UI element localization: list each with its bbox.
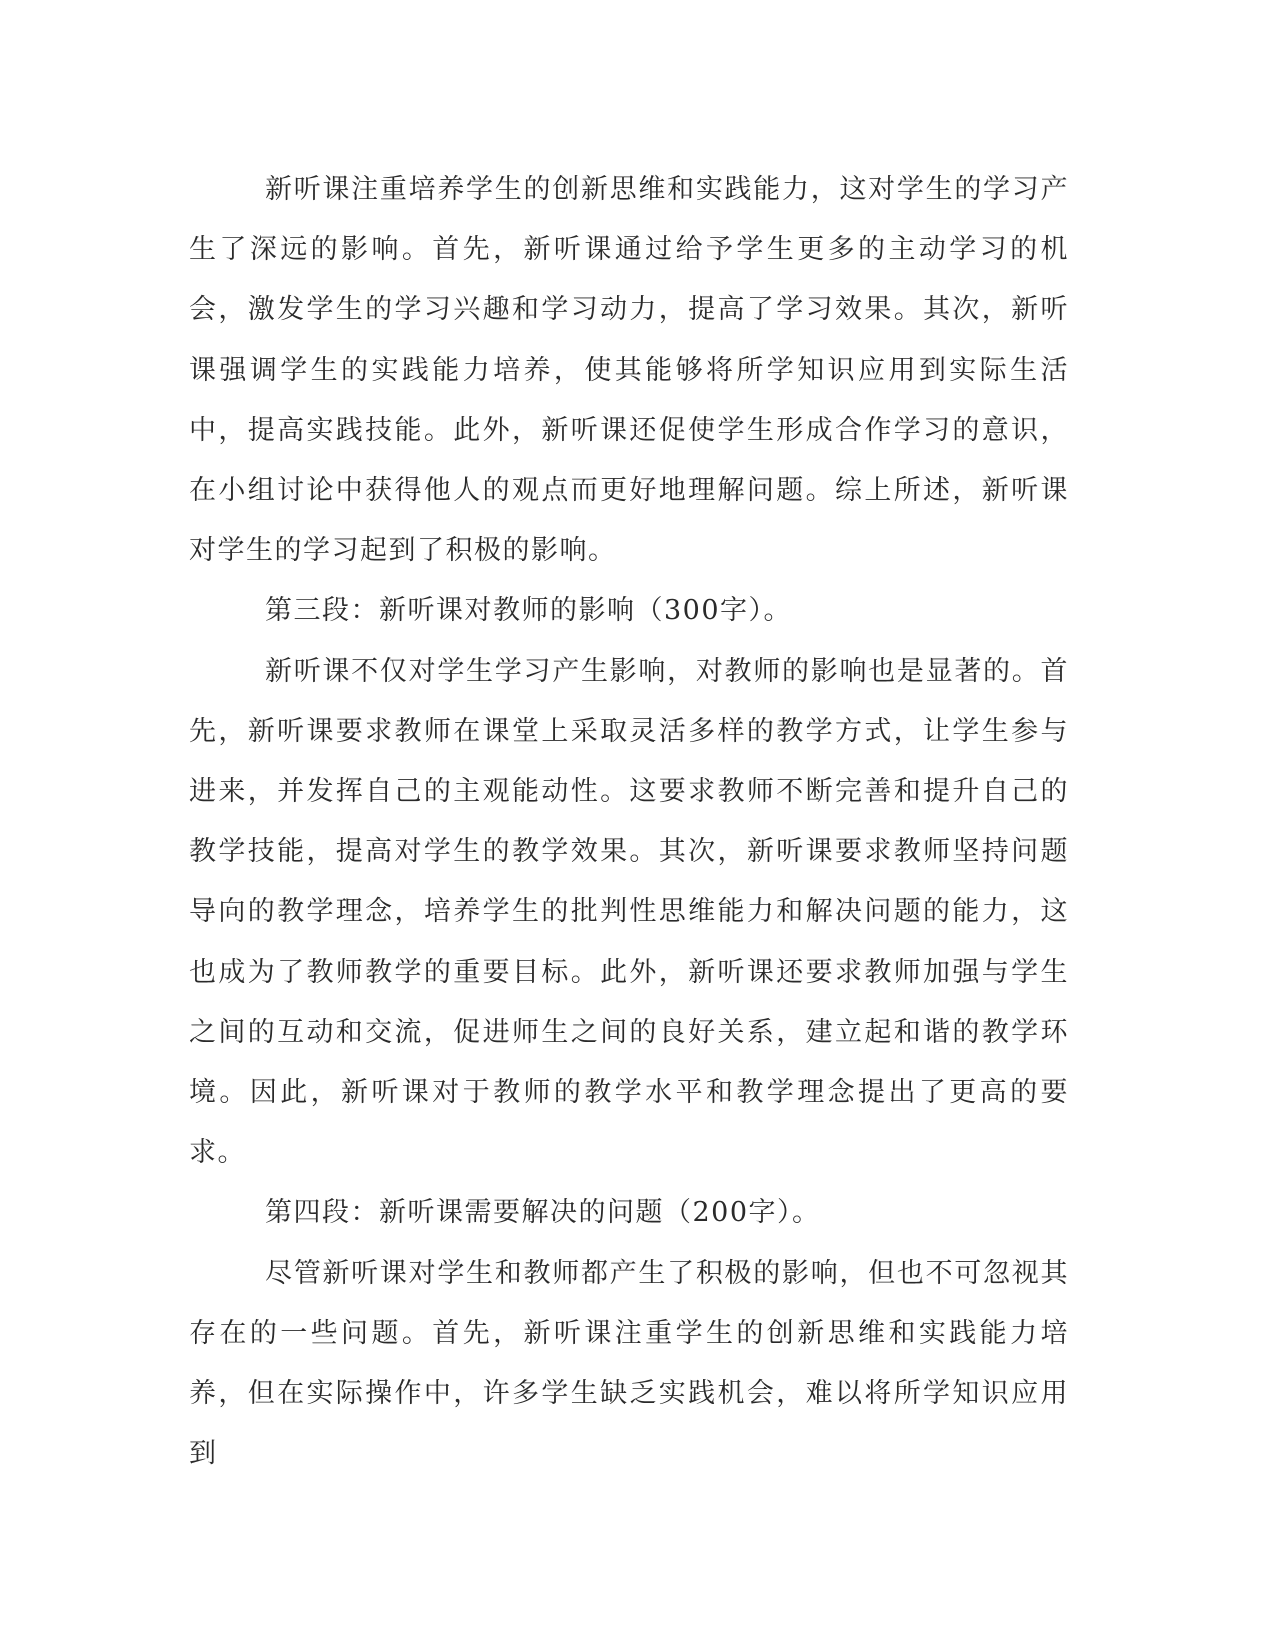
section-heading-teacher-impact: 第三段：新听课对教师的影响（300字）。 [265,595,793,627]
paragraph-student-impact: 新听课注重培养学生的创新思维和实践能力，这对学生的学习产生了深远的影响。首先，新听课通过给予学生更多的主动学习的机会，激发学生的学习兴趣和学习动力，提高了学习效果。其次，新听课强调学生的实践能力培养，使其能够将所学知识应用到实际生活中，提高实践技能。此外，新听课还促使学生形成合作学习的意识，在小组讨论中获得他人的观点而更好地理解问题。综上所述，新听课对学生的学习起到了积极的影响。 [189,174,1069,567]
paragraph-teacher-impact: 新听课不仅对学生学习产生影响，对教师的影响也是显著的。首先，新听课要求教师在课堂上采取灵活多样的教学方式，让学生参与进来，并发挥自己的主观能动性。这要求教师不断完善和提升自己的教学技能，提高对学生的教学效果。其次，新听课要求教师坚持问题导向的教学理念，培养学生的批判性思维能力和解决问题的能力，这也成为了教师教学的重要目标。此外，新听课还要求教师加强与学生之间的互动和交流，促进师生之间的良好关系，建立起和谐的教学环境。因此，新听课对于教师的教学水平和教学理念提出了更高的要求。 [189,655,1069,1169]
paragraph-problems: 尽管新听课对学生和教师都产生了积极的影响，但也不可忽视其存在的一些问题。首先，新听课注重学生的创新思维和实践能力培养，但在实际操作中，许多学生缺乏实践机会，难以将所学知识应用到 [189,1257,1069,1470]
document-body [189,160,1069,1484]
section-heading-problems: 第四段：新听课需要解决的问题（200字）。 [265,1197,821,1229]
